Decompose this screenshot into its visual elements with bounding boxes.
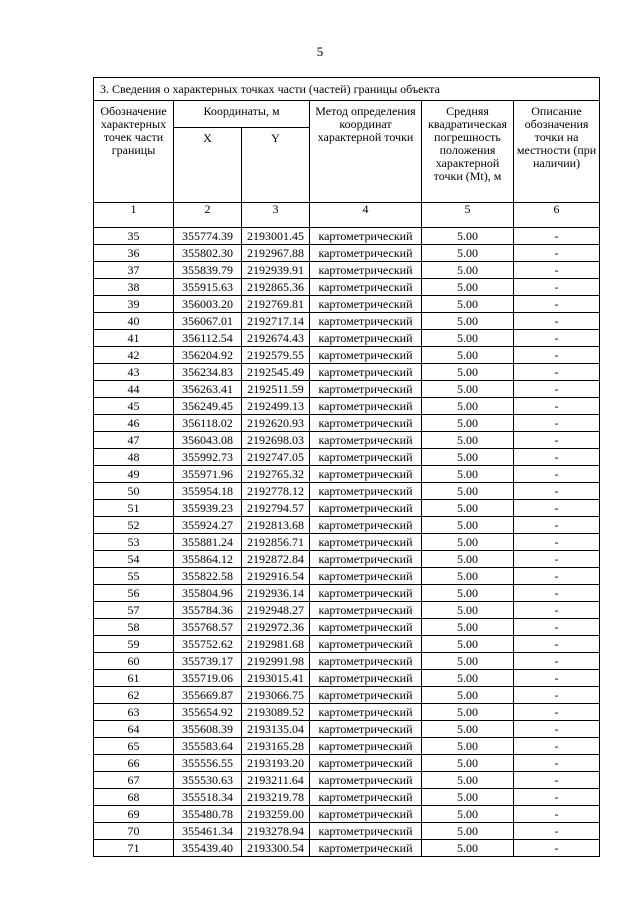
page-number: 5 [316,44,324,59]
cell-description: - [514,347,600,364]
cell-description: - [514,534,600,551]
cell-method: картометрический [310,517,422,534]
cell-error: 5.00 [422,279,514,296]
table-row [94,296,600,313]
cell-description: - [514,568,600,585]
cell-description: - [514,381,600,398]
cell-y: 2192794.57 [242,500,310,517]
cell-y: 2192620.93 [242,415,310,432]
cell-description: - [514,432,600,449]
cell-description: - [514,364,600,381]
table-row [94,398,600,415]
cell-point: 65 [94,738,174,755]
cell-method: картометрический [310,296,422,313]
cell-error: 5.00 [422,296,514,313]
cell-description: - [514,517,600,534]
cell-point: 52 [94,517,174,534]
cell-description: - [514,449,600,466]
cell-y: 2192981.68 [242,636,310,653]
header-y: Y [242,128,310,203]
cell-y: 2193015.41 [242,670,310,687]
cell-method: картометрический [310,568,422,585]
cell-x: 355556.55 [174,755,242,772]
cell-method: картометрический [310,551,422,568]
cell-error: 5.00 [422,398,514,415]
cell-error: 5.00 [422,772,514,789]
cell-point: 58 [94,619,174,636]
cell-error: 5.00 [422,245,514,262]
cell-y: 2192972.36 [242,619,310,636]
cell-error: 5.00 [422,653,514,670]
cell-point: 38 [94,279,174,296]
cell-x: 355530.63 [174,772,242,789]
cell-x: 355608.39 [174,721,242,738]
cell-point: 66 [94,755,174,772]
cell-point: 70 [94,823,174,840]
table-row [94,636,600,653]
cell-method: картометрический [310,449,422,466]
cell-y: 2193001.45 [242,228,310,245]
cell-method: картометрический [310,245,422,262]
cell-point: 41 [94,330,174,347]
cell-x: 355768.57 [174,619,242,636]
cell-point: 61 [94,670,174,687]
cell-point: 54 [94,551,174,568]
column-number: 2 [174,203,242,228]
cell-error: 5.00 [422,466,514,483]
cell-description: - [514,500,600,517]
cell-method: картометрический [310,534,422,551]
cell-error: 5.00 [422,755,514,772]
cell-method: картометрический [310,687,422,704]
table-row [94,602,600,619]
cell-description: - [514,585,600,602]
cell-description: - [514,262,600,279]
cell-method: картометрический [310,500,422,517]
cell-error: 5.00 [422,534,514,551]
cell-error: 5.00 [422,262,514,279]
cell-x: 355971.96 [174,466,242,483]
cell-point: 51 [94,500,174,517]
cell-x: 355774.39 [174,228,242,245]
cell-point: 68 [94,789,174,806]
cell-method: картометрический [310,228,422,245]
cell-error: 5.00 [422,381,514,398]
header-coordinates: Координаты, м [174,101,310,128]
cell-method: картометрический [310,466,422,483]
cell-method: картометрический [310,432,422,449]
table-row [94,619,600,636]
table-row [94,262,600,279]
cell-description: - [514,636,600,653]
cell-y: 2192936.14 [242,585,310,602]
cell-error: 5.00 [422,687,514,704]
cell-point: 46 [94,415,174,432]
cell-point: 39 [94,296,174,313]
cell-method: картометрический [310,806,422,823]
cell-method: картометрический [310,755,422,772]
cell-point: 45 [94,398,174,415]
table-body [94,228,600,857]
cell-y: 2193165.28 [242,738,310,755]
cell-method: картометрический [310,279,422,296]
table-row [94,806,600,823]
cell-error: 5.00 [422,330,514,347]
cell-y: 2193193.20 [242,755,310,772]
cell-y: 2192698.03 [242,432,310,449]
cell-method: картометрический [310,585,422,602]
cell-x: 355915.63 [174,279,242,296]
cell-description: - [514,296,600,313]
cell-error: 5.00 [422,721,514,738]
cell-error: 5.00 [422,840,514,857]
table-row [94,755,600,772]
cell-error: 5.00 [422,619,514,636]
cell-y: 2193211.64 [242,772,310,789]
cell-y: 2193259.00 [242,806,310,823]
cell-y: 2193300.54 [242,840,310,857]
cell-point: 64 [94,721,174,738]
table-row [94,670,600,687]
cell-x: 356043.08 [174,432,242,449]
cell-error: 5.00 [422,364,514,381]
column-number-row [94,203,600,228]
table-row [94,585,600,602]
cell-description: - [514,687,600,704]
table-row [94,279,600,296]
table-row [94,551,600,568]
cell-method: картометрический [310,636,422,653]
cell-x: 355784.36 [174,602,242,619]
table-row [94,347,600,364]
cell-x: 355752.62 [174,636,242,653]
table-row [94,772,600,789]
cell-error: 5.00 [422,602,514,619]
cell-description: - [514,483,600,500]
cell-point: 37 [94,262,174,279]
cell-x: 355461.34 [174,823,242,840]
section-title: 3. Сведения о характерных точках части (частей) границы объекта [94,78,600,101]
cell-x: 355802.30 [174,245,242,262]
cell-y: 2192717.14 [242,313,310,330]
cell-method: картометрический [310,364,422,381]
cell-point: 47 [94,432,174,449]
cell-method: картометрический [310,653,422,670]
cell-error: 5.00 [422,636,514,653]
cell-point: 42 [94,347,174,364]
cell-point: 69 [94,806,174,823]
cell-y: 2193066.75 [242,687,310,704]
cell-point: 60 [94,653,174,670]
cell-x: 356118.02 [174,415,242,432]
cell-error: 5.00 [422,823,514,840]
cell-point: 36 [94,245,174,262]
cell-y: 2192865.36 [242,279,310,296]
cell-error: 5.00 [422,670,514,687]
cell-y: 2193278.94 [242,823,310,840]
column-number: 6 [514,203,600,228]
column-number: 3 [242,203,310,228]
cell-description: - [514,602,600,619]
cell-method: картометрический [310,313,422,330]
cell-error: 5.00 [422,789,514,806]
cell-method: картометрический [310,381,422,398]
cell-point: 53 [94,534,174,551]
cell-x: 355669.87 [174,687,242,704]
cell-y: 2193135.04 [242,721,310,738]
cell-x: 356249.45 [174,398,242,415]
cell-point: 44 [94,381,174,398]
cell-y: 2192939.91 [242,262,310,279]
cell-point: 50 [94,483,174,500]
table-row [94,313,600,330]
cell-method: картометрический [310,330,422,347]
cell-method: картометрический [310,721,422,738]
cell-point: 59 [94,636,174,653]
cell-error: 5.00 [422,347,514,364]
table-row [94,721,600,738]
cell-x: 355864.12 [174,551,242,568]
column-number: 4 [310,203,422,228]
cell-x: 355439.40 [174,840,242,857]
table-row [94,704,600,721]
cell-point: 62 [94,687,174,704]
header-point: Обозначение характерных точек части границы [94,101,174,203]
cell-error: 5.00 [422,704,514,721]
cell-y: 2192856.71 [242,534,310,551]
cell-description: - [514,245,600,262]
cell-y: 2192778.12 [242,483,310,500]
cell-description: - [514,823,600,840]
cell-description: - [514,653,600,670]
header-error: Средняя квадратическая погрешность положения характерной точки (Mt), м [422,101,514,203]
cell-y: 2192967.88 [242,245,310,262]
cell-method: картометрический [310,738,422,755]
cell-x: 355992.73 [174,449,242,466]
cell-x: 355924.27 [174,517,242,534]
cell-method: картометрический [310,398,422,415]
cell-error: 5.00 [422,483,514,500]
cell-description: - [514,789,600,806]
cell-method: картометрический [310,347,422,364]
cell-y: 2192765.32 [242,466,310,483]
column-number: 1 [94,203,174,228]
cell-point: 40 [94,313,174,330]
cell-x: 355954.18 [174,483,242,500]
boundary-points-table [93,77,600,857]
cell-y: 2192769.81 [242,296,310,313]
cell-method: картометрический [310,704,422,721]
cell-description: - [514,619,600,636]
cell-y: 2192579.55 [242,347,310,364]
table-row [94,738,600,755]
cell-x: 356067.01 [174,313,242,330]
cell-description: - [514,330,600,347]
table-row [94,449,600,466]
cell-method: картометрический [310,789,422,806]
cell-point: 57 [94,602,174,619]
cell-point: 49 [94,466,174,483]
cell-y: 2193089.52 [242,704,310,721]
cell-y: 2192813.68 [242,517,310,534]
cell-description: - [514,755,600,772]
cell-description: - [514,738,600,755]
cell-error: 5.00 [422,517,514,534]
cell-error: 5.00 [422,228,514,245]
table-row [94,364,600,381]
table-row [94,415,600,432]
cell-method: картометрический [310,483,422,500]
table-row [94,483,600,500]
cell-x: 355822.58 [174,568,242,585]
cell-description: - [514,704,600,721]
table-row [94,789,600,806]
cell-error: 5.00 [422,500,514,517]
cell-method: картометрический [310,823,422,840]
cell-method: картометрический [310,619,422,636]
cell-y: 2192991.98 [242,653,310,670]
cell-method: картометрический [310,415,422,432]
cell-description: - [514,228,600,245]
cell-x: 356263.41 [174,381,242,398]
cell-description: - [514,551,600,568]
cell-x: 355804.96 [174,585,242,602]
cell-description: - [514,398,600,415]
cell-y: 2192872.84 [242,551,310,568]
header-x: X [174,128,242,203]
cell-x: 356234.83 [174,364,242,381]
cell-error: 5.00 [422,415,514,432]
cell-error: 5.00 [422,551,514,568]
table-row [94,823,600,840]
cell-x: 356112.54 [174,330,242,347]
cell-description: - [514,772,600,789]
cell-point: 35 [94,228,174,245]
cell-point: 43 [94,364,174,381]
table-row [94,653,600,670]
table-row [94,568,600,585]
cell-error: 5.00 [422,738,514,755]
table-row [94,500,600,517]
table-row [94,432,600,449]
cell-x: 356204.92 [174,347,242,364]
cell-description: - [514,806,600,823]
cell-y: 2192545.49 [242,364,310,381]
cell-y: 2192511.59 [242,381,310,398]
cell-error: 5.00 [422,585,514,602]
cell-method: картометрический [310,262,422,279]
cell-description: - [514,415,600,432]
cell-y: 2192948.27 [242,602,310,619]
cell-y: 2192916.54 [242,568,310,585]
cell-error: 5.00 [422,568,514,585]
table-row [94,466,600,483]
cell-x: 355839.79 [174,262,242,279]
cell-x: 355480.78 [174,806,242,823]
table-row [94,330,600,347]
cell-x: 355719.06 [174,670,242,687]
table-row [94,381,600,398]
cell-description: - [514,466,600,483]
cell-point: 55 [94,568,174,585]
cell-y: 2192674.43 [242,330,310,347]
table-row [94,245,600,262]
cell-x: 356003.20 [174,296,242,313]
cell-x: 355881.24 [174,534,242,551]
cell-x: 355939.23 [174,500,242,517]
cell-x: 355654.92 [174,704,242,721]
column-number: 5 [422,203,514,228]
cell-method: картометрический [310,602,422,619]
cell-x: 355739.17 [174,653,242,670]
cell-point: 63 [94,704,174,721]
cell-point: 71 [94,840,174,857]
cell-description: - [514,840,600,857]
cell-error: 5.00 [422,449,514,466]
table-row [94,517,600,534]
cell-x: 355583.64 [174,738,242,755]
cell-description: - [514,313,600,330]
cell-description: - [514,279,600,296]
cell-method: картометрический [310,840,422,857]
cell-y: 2193219.78 [242,789,310,806]
cell-method: картометрический [310,670,422,687]
table-row [94,534,600,551]
cell-error: 5.00 [422,432,514,449]
table-row [94,687,600,704]
cell-point: 67 [94,772,174,789]
cell-point: 56 [94,585,174,602]
header-description: Описание обозначения точки на местности (при наличии) [514,101,600,203]
table-row [94,228,600,245]
cell-error: 5.00 [422,806,514,823]
cell-description: - [514,670,600,687]
cell-method: картометрический [310,772,422,789]
table-row [94,840,600,857]
header-method: Метод определения координат характерной точки [310,101,422,203]
cell-y: 2192499.13 [242,398,310,415]
cell-x: 355518.34 [174,789,242,806]
cell-description: - [514,721,600,738]
cell-point: 48 [94,449,174,466]
cell-error: 5.00 [422,313,514,330]
cell-y: 2192747.05 [242,449,310,466]
